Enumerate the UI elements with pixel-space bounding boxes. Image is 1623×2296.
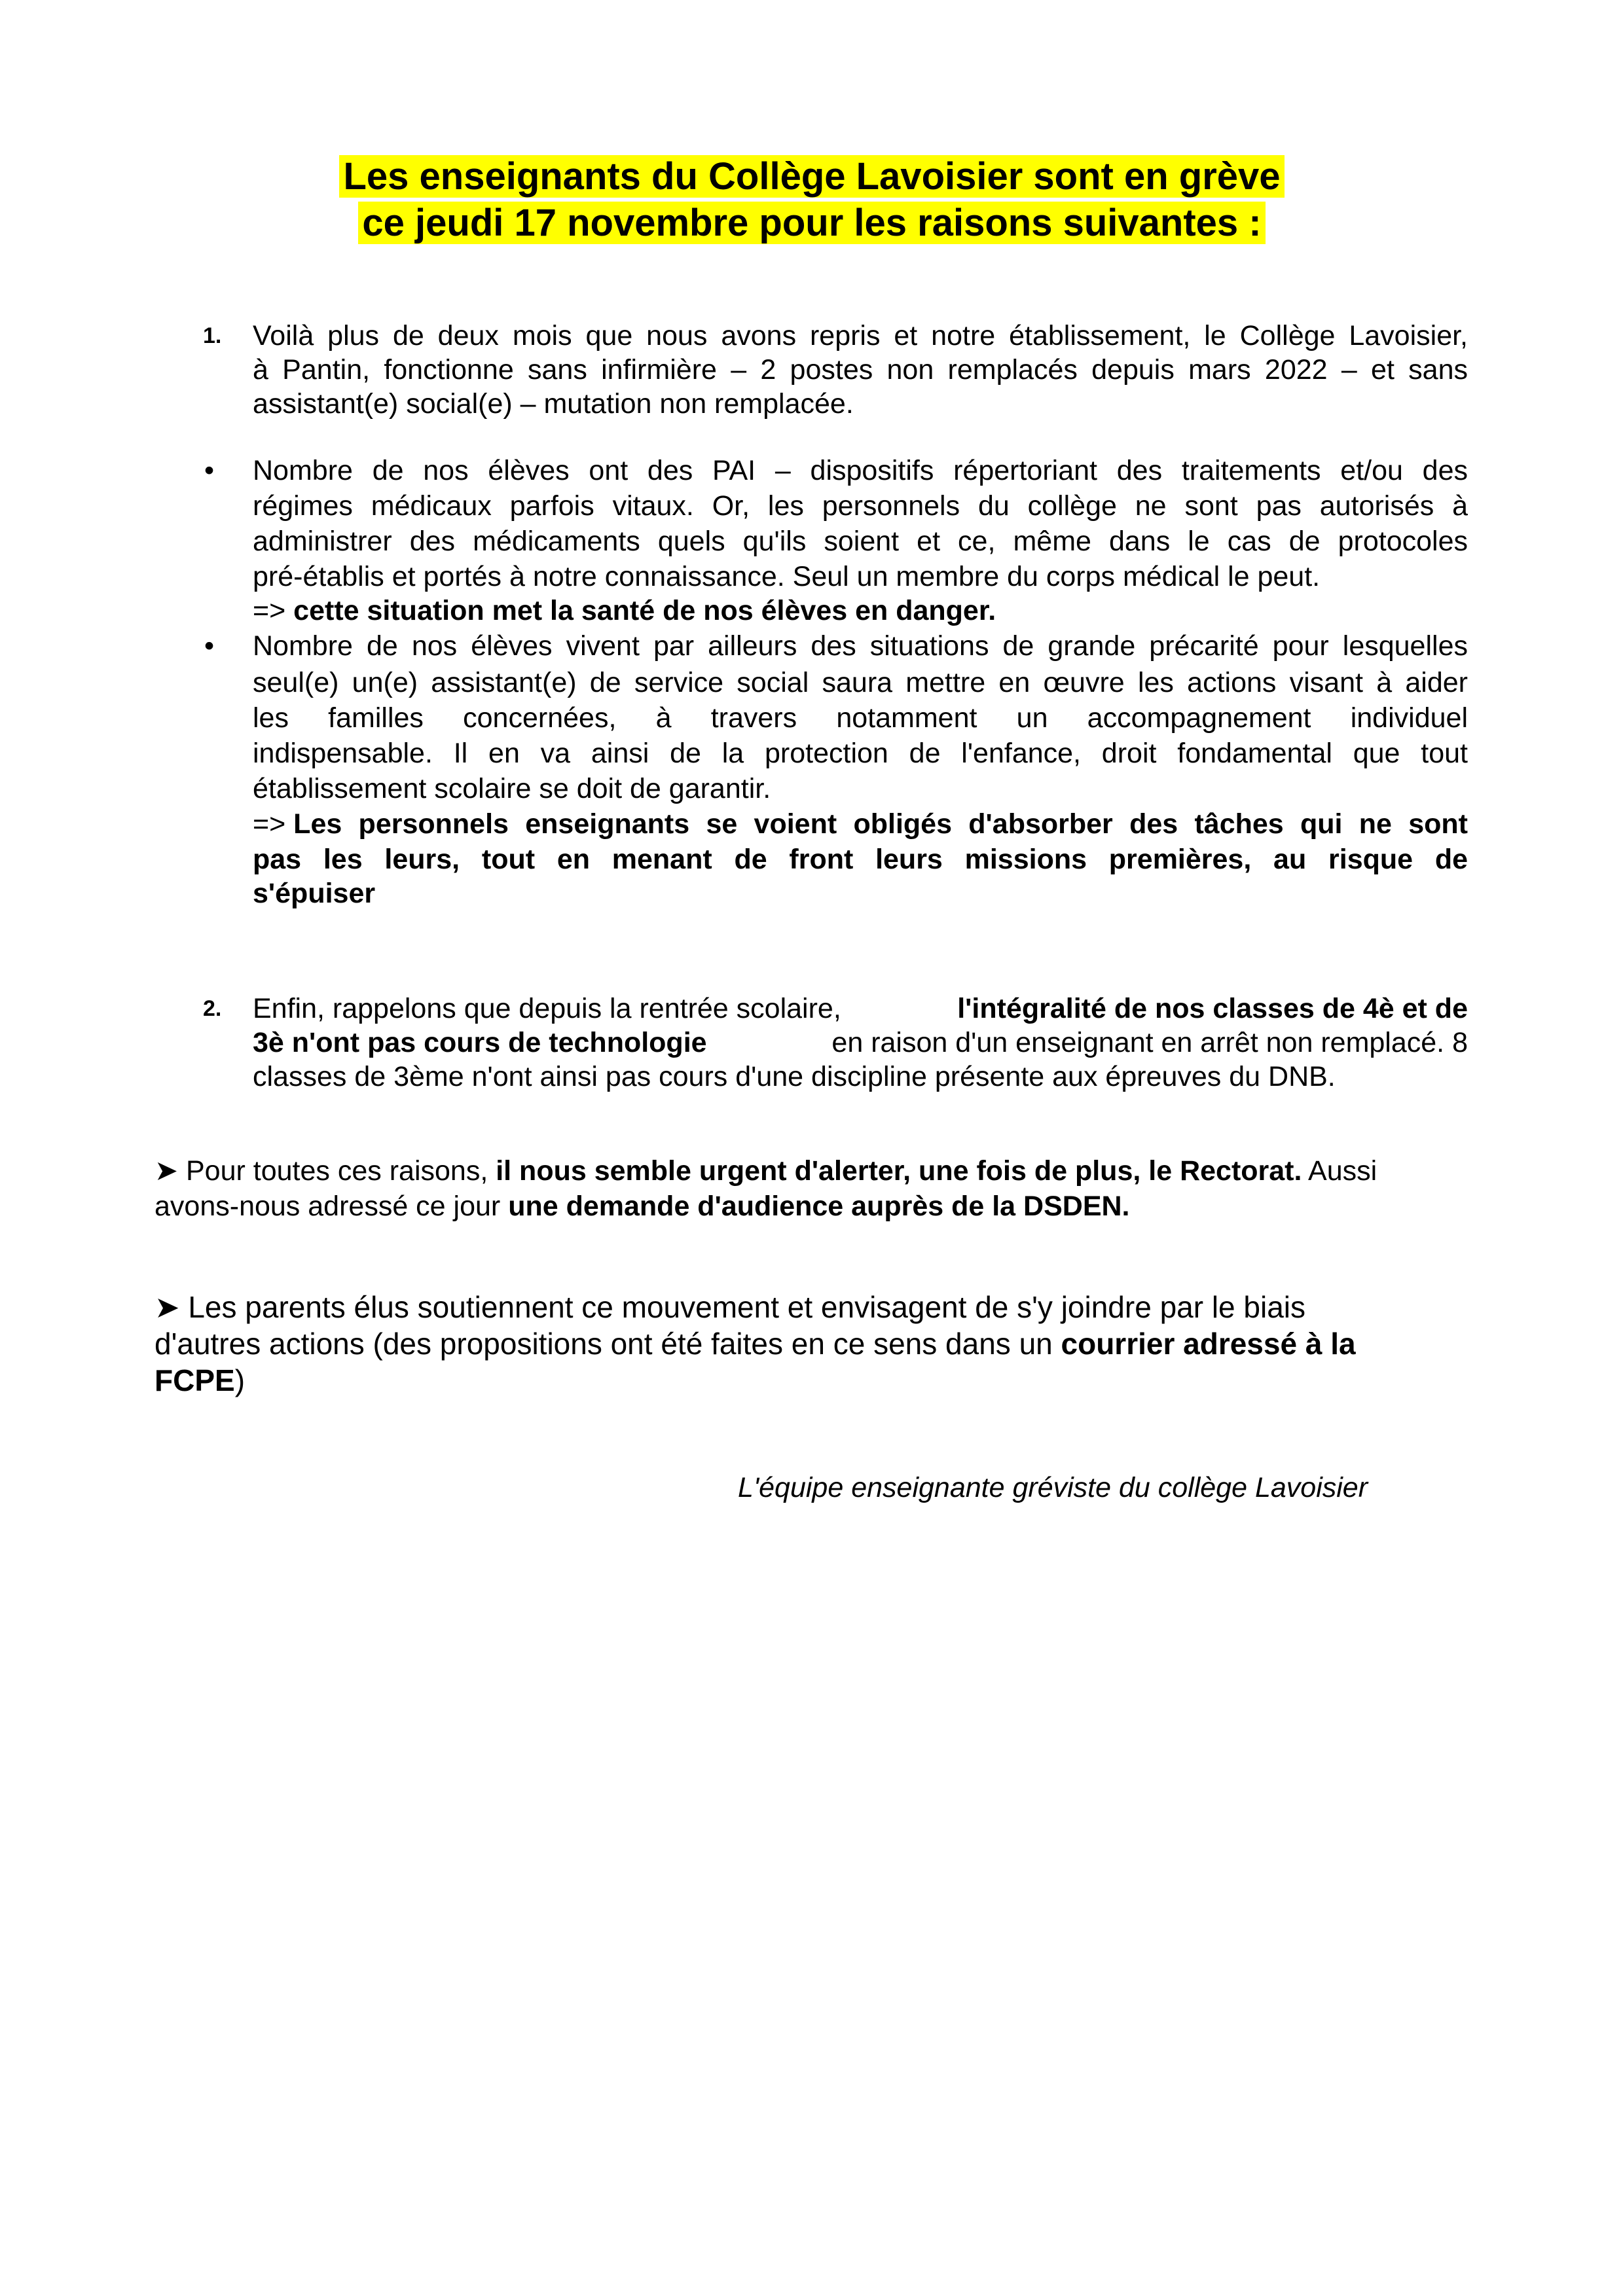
bullet-2-conclusion-1 — [253, 807, 1468, 841]
bullet-2-line-1: Nombre de nos élèves vivent par ailleurs des situations de grande précarité pour lesquelles — [253, 630, 1468, 662]
bullet-1-conclusion — [253, 594, 996, 628]
bullet-2-conclusion-line-1: Les personnels enseignants se voient obligés d'absorber des tâches qui ne sont — [293, 808, 1468, 840]
para-1-line-1 — [155, 1154, 1377, 1188]
title-highlight-1: Les enseignants du Collège Lavoisier sont en grève — [339, 155, 1284, 198]
bullet-1-line-4: pré-établis et portés à notre connaissance. Seul un membre du corps médical le peut. — [253, 561, 1321, 592]
item-2-marker: 2. — [203, 996, 222, 1021]
bullet-2-arrow: => — [253, 808, 294, 840]
item-1-marker: 1. — [203, 323, 222, 348]
para-2-line-3 — [155, 1362, 245, 1399]
para-2-line-2-bold: courrier adressé à la — [1061, 1327, 1356, 1361]
item-1-line-3: assistant(e) social(e) – mutation non remplacée. — [253, 388, 854, 420]
para-2-line-3-normal: ) — [234, 1363, 246, 1397]
title-line-1 — [157, 156, 1467, 198]
bullet-1-line-2: régimes médicaux parfois vitaux. Or, les personnels du collège ne sont pas autorisés à — [253, 490, 1468, 522]
bullet-1-line-1: Nombre de nos élèves ont des PAI – dispositifs répertoriant des traitements et/ou des — [253, 455, 1468, 486]
bullet-1-marker: • — [204, 455, 215, 486]
para-1-line-2-bold: une demande d'audience auprès de la DSDEN. — [508, 1191, 1130, 1222]
para-2-line-1 — [155, 1289, 1305, 1325]
bullet-2-line-3: les familles concernées, à travers notamment un accompagnement individuel — [253, 702, 1468, 734]
bullet-2-conclusion-line-2: pas les leurs, tout en menant de front leurs missions premières, au risque de — [253, 844, 1468, 875]
item-1-line-2: à Pantin, fonctionne sans infirmière – 2 postes non remplacés depuis mars 2022 – et sans — [253, 354, 1468, 386]
para-2-line-1-text: Les parents élus soutiennent ce mouvement et envisagent de s'y joindre par le biais — [188, 1290, 1306, 1324]
bullet-1-line-3: administrer des médicaments quels qu'ils soient et ce, même dans le cas de protocoles — [253, 526, 1468, 557]
item-1-line-1: Voilà plus de deux mois que nous avons repris et notre établissement, le Collège Lavoisier, — [253, 320, 1468, 351]
item-2-line-2-bold: 3è n'ont pas cours de technologie — [253, 1027, 707, 1058]
item-2-line-2-normal: en raison d'un enseignant en arrêt non remplacé. 8 — [824, 1027, 1468, 1058]
para-2-arrow-icon: ➤ — [155, 1290, 189, 1324]
para-2-line-3-bold: FCPE — [155, 1363, 235, 1397]
item-2-line-1 — [253, 992, 1468, 1026]
para-1-line-2-normal: avons-nous adressé ce jour — [155, 1191, 509, 1222]
bullet-2-conclusion-line-3: s'épuiser — [253, 878, 376, 909]
title-line-2 — [157, 202, 1467, 244]
para-1-text-bold: il nous semble urgent d'alerter, une fois de plus, le Rectorat. — [496, 1155, 1302, 1187]
para-2-line-2-normal: d'autres actions (des propositions ont été faites en ce sens dans un — [155, 1327, 1061, 1361]
para-2-line-2 — [155, 1325, 1356, 1362]
bullet-2-marker: • — [204, 630, 215, 662]
title-highlight-2: ce jeudi 17 novembre pour les raisons suivantes : — [358, 202, 1265, 244]
item-2-line-1-bold: l'intégralité de nos classes de 4è et de — [957, 993, 1468, 1024]
para-1-line-2 — [155, 1189, 1130, 1223]
para-1-arrow-icon: ➤ — [155, 1155, 186, 1187]
bullet-1-arrow: => — [253, 595, 294, 626]
item-2-line-2 — [253, 1026, 1468, 1060]
signature: L'équipe enseignante gréviste du collège Lavoisier — [738, 1472, 1368, 1503]
item-2-line-3: classes de 3ème n'ont ainsi pas cours d'une discipline présente aux épreuves du DNB. — [253, 1061, 1336, 1092]
para-1-text-normal: Pour toutes ces raisons, — [185, 1155, 496, 1187]
bullet-2-line-2: seul(e) un(e) assistant(e) de service social saura mettre en œuvre les actions visant à aider — [253, 667, 1468, 698]
bullet-1-conclusion-text: cette situation met la santé de nos élèves en danger. — [293, 595, 996, 626]
bullet-2-line-5: établissement scolaire se doit de garantir. — [253, 773, 771, 804]
item-2-line-1-normal: Enfin, rappelons que depuis la rentrée scolaire, — [253, 993, 849, 1024]
para-1-text-end: Aussi — [1302, 1155, 1377, 1187]
bullet-2-line-4: indispensable. Il en va ainsi de la protection de l'enfance, droit fondamental que tout — [253, 738, 1468, 769]
